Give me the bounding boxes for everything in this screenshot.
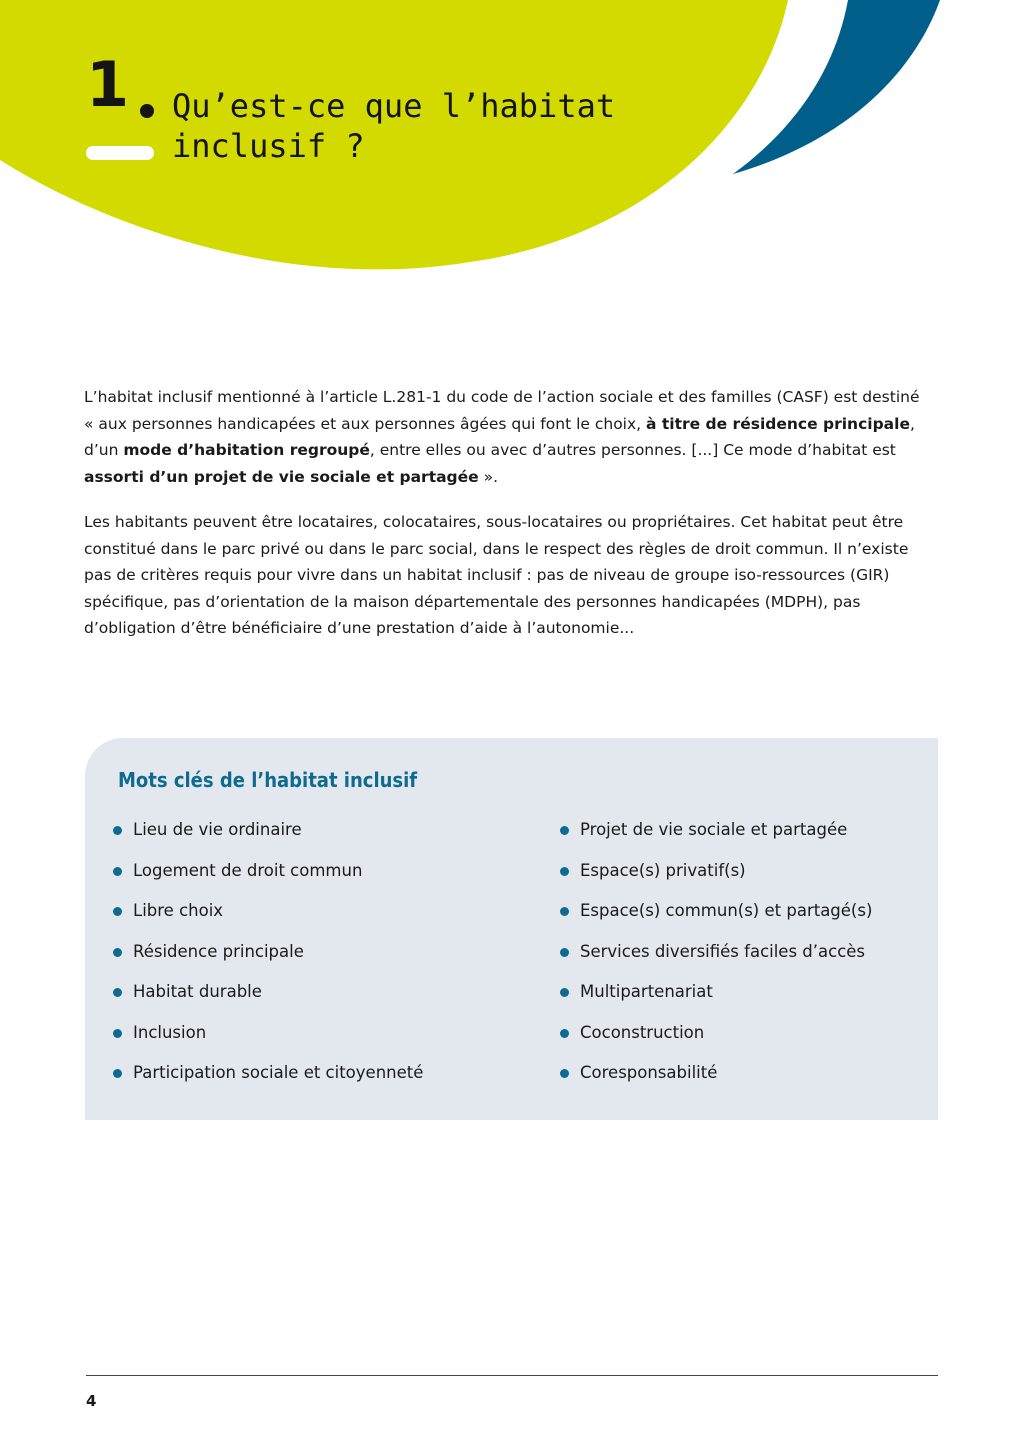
bullet-icon [560, 907, 569, 916]
keywords-list-left [113, 818, 423, 1102]
intro-p1-bold-2: mode d’habitation regroupé [123, 441, 370, 459]
keyword-label: Espace(s) privatif(s) [580, 860, 746, 880]
bullet-icon [560, 988, 569, 997]
page-number: 4 [86, 1392, 97, 1410]
keyword-item [560, 1061, 872, 1102]
keyword-item [113, 859, 423, 900]
keyword-label: Habitat durable [133, 982, 262, 1001]
bullet-icon [113, 867, 122, 876]
bullet-icon [113, 948, 122, 957]
keyword-label: Multipartenariat [580, 982, 713, 1001]
intro-p1-text-2: , d’un [84, 414, 915, 459]
bullet-icon [560, 826, 569, 835]
intro-p1-text-1: L’habitat inclusif mentionné à l’article L.281-1 du code de l’action sociale et des familles (CASF) est destiné « aux personnes handicapées et aux personnes âgées qui font le choix, [84, 388, 920, 433]
keyword-item [113, 940, 423, 981]
bullet-icon [560, 867, 569, 876]
footer-divider [86, 1375, 938, 1376]
keyword-item [560, 1021, 872, 1062]
keyword-label: Participation sociale et citoyenneté [133, 1063, 424, 1082]
bullet-icon [113, 988, 122, 997]
keywords-box [85, 738, 938, 1120]
keyword-label: Coresponsabilité [580, 1063, 718, 1082]
intro-p1-text-4: ». [478, 467, 499, 486]
keyword-item [113, 818, 423, 859]
keyword-item [560, 818, 872, 859]
keyword-item [113, 980, 423, 1021]
keyword-label: Inclusion [133, 1022, 207, 1042]
intro-p1-bold-3: assorti d’un projet de vie sociale et partagée [84, 467, 479, 486]
keyword-item [560, 940, 872, 981]
keywords-title: Mots clés de l’habitat inclusif [118, 768, 418, 792]
chapter-title-line1: Qu’est-ce que l’habitat [172, 87, 616, 125]
keyword-item [560, 899, 872, 940]
intro-p1-bold-1: à titre de résidence principale [646, 414, 910, 433]
chapter-title [172, 86, 632, 166]
intro-paragraph-1 [84, 384, 924, 490]
chapter-number: 1 [86, 48, 128, 121]
bullet-icon [560, 948, 569, 957]
keyword-item [560, 859, 872, 900]
keyword-item [560, 980, 872, 1021]
keyword-item [113, 899, 423, 940]
bullet-icon [560, 1029, 569, 1038]
keywords-list-right [560, 818, 872, 1102]
keyword-label: Libre choix [133, 901, 224, 920]
chapter-number-dot [140, 104, 154, 118]
bullet-icon [560, 1069, 569, 1078]
chapter-dash [86, 146, 154, 160]
keyword-label: Services diversifiés faciles d’accès [580, 941, 866, 961]
keyword-item [113, 1061, 423, 1102]
bullet-icon [113, 826, 122, 835]
bullet-icon [113, 907, 122, 916]
keyword-label: Lieu de vie ordinaire [133, 820, 302, 839]
keyword-item [113, 1021, 423, 1062]
bullet-icon [113, 1069, 122, 1078]
keyword-label: Projet de vie sociale et partagée [580, 820, 848, 839]
keyword-label: Résidence principale [133, 941, 304, 961]
keyword-label: Coconstruction [580, 1022, 705, 1042]
keyword-label: Espace(s) commun(s) et partagé(s) [580, 901, 873, 920]
intro-p2-text: Les habitants peuvent être locataires, colocataires, sous-locataires ou propriétaires. Cet habitat peut être constitué dans le parc privé ou dans le parc social, dans le respect des règles de droit commun. Il n’existe pas de critères requis pour vivre dans un habitat inclusif : pas de niveau de groupe iso-ressources (GIR) spécifique, pas d’orientation de la maison départementale des personnes handicapées (MDPH), pas d’obligation d’être bénéficiaire d’une prestation d’aide à l’autonomie... [84, 513, 909, 637]
intro-paragraph-2 [84, 509, 924, 642]
keyword-label: Logement de droit commun [133, 860, 363, 880]
chapter-title-line2: inclusif ? [172, 127, 365, 165]
intro-p1-text-3: , entre elles ou avec d’autres personnes. [...] Ce mode d’habitat est [369, 441, 896, 459]
bullet-icon [113, 1029, 122, 1038]
